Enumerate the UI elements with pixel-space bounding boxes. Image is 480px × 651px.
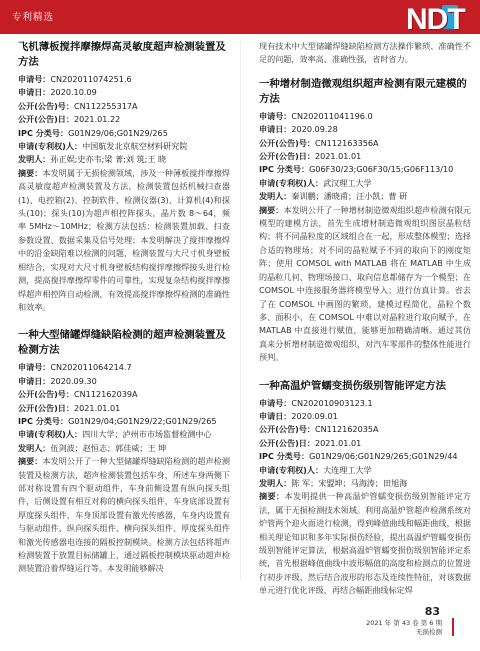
field-value: 2021.01.22 (73, 114, 121, 125)
logo-text: NDT (406, 3, 465, 36)
patent-title: 飞机薄板搅拌摩擦焊高灵敏度超声检测装置及方法 (18, 41, 226, 68)
patent-field (259, 123, 471, 136)
field-value: 2020.09.28 (291, 124, 338, 135)
field-value: 武汉理工大学 (323, 177, 372, 188)
footer-mark (452, 618, 464, 636)
footer-journal: 无损检测 (416, 628, 442, 636)
column-divider (240, 40, 241, 580)
patent-entry (259, 77, 471, 365)
patent-field (18, 388, 230, 401)
patent-field (259, 423, 471, 436)
patent-field (259, 450, 471, 463)
field-value: 四川大学；泸州市市场监督检测中心 (82, 429, 212, 440)
patent-field (18, 153, 230, 166)
field-label: 申请(专利权)人： (18, 429, 83, 440)
patent-entry (18, 328, 230, 576)
field-label: IPC 分类号： (18, 415, 69, 426)
field-value: 2020.09.30 (50, 375, 97, 386)
field-value: CN112162039A (73, 389, 138, 400)
patent-field (18, 127, 230, 140)
field-label: 申请号： (18, 74, 51, 84)
footer-issue: 2021 年 第 43 卷 第 6 期 (366, 619, 442, 627)
field-value: 2021.01.01 (314, 151, 362, 162)
abstract-text: 本发明公开了一种增材制造微观组织超声检测有限元模型的建模方法，首先生成增材制造微观组织图层晶粒结构；将不同晶粒度的区域组合在一起，形成整体模型；选择合适的物理场；对不同的晶粒赋予不同的取向下的刚度矩阵；使用 COMSOL with MATLAB 将在 MATLAB 中生成的晶粒几何、物理场接口、取向信息都储存为一个模型；在 COMSOL 中连接服务器将模型导入；进行仿真计算。省去了在 COMSOL 中画图的繁琐，建模过程简化，晶粒个数多、面积小，在 COMSOL 中难以对晶粒进行取向赋予，在 MATLAB 中直接进行赋值，能够更加精确清晰。通过其仿真来分析增材制造微观组织，对汽车零部件的整体性能进行预判。 (259, 204, 471, 363)
field-value: CN202011064214.7 (50, 362, 132, 373)
patent-field (259, 163, 471, 176)
field-label: 公开(公告)日： (18, 402, 74, 413)
field-label: 公开(公告)日： (18, 114, 74, 125)
patent-field (259, 437, 471, 450)
field-value: 2020.10.09 (50, 87, 97, 98)
patent-field (18, 361, 230, 374)
abstract-text: 本发明公开了一种大型储罐焊缝缺陷检测的超声检测装置及检测方法，超声检测装置包括车身，所述车身两侧下部对称设置有四个驱动组件，车身前侧设置有纵向探头组件，后侧设置有相互对称的横向探头组件，车身底部设置有厚度探头组件，车身顶部设置有激光传感器，车身内设置有与驱动组件、纵向探头组件、横向探头组件、厚度探头组件和激光传感器电连接的隔板控制模块。检测方法包括将超声检测装置于放置目标储罐上，通过隔板控制模块驱动超声检测装置沿着焊缝运行等。本发明能够解决 (18, 456, 230, 574)
patent-field (18, 415, 230, 428)
field-value: 2021.01.01 (73, 402, 121, 413)
patent-field (259, 397, 471, 410)
patent-field (18, 375, 230, 388)
patent-title: 一种增材制造微观组织超声检测有限元建模的方法 (259, 77, 467, 105)
patent-field (259, 110, 471, 123)
field-value: G01N29/04;G01N29/22;G01N29/265 (68, 415, 217, 426)
patent-field (259, 137, 471, 150)
field-label: 申请日： (259, 124, 292, 135)
field-value: 伍剑波；赵恒志；郭佳威；王 坤 (50, 442, 167, 453)
field-value: 中国航发北京航空材料研究院 (82, 141, 188, 152)
patent-field (18, 73, 230, 86)
patent-field (259, 410, 471, 423)
field-label: 申请(专利权)人： (259, 464, 324, 475)
field-value: CN112162035A (314, 424, 379, 435)
field-label: 申请日： (18, 87, 51, 98)
patent-entry (259, 379, 471, 598)
patent-field (259, 150, 471, 163)
patent-entry (18, 40, 230, 314)
patent-field (18, 428, 230, 441)
patent-abstract (18, 167, 230, 314)
patent-field (259, 477, 471, 490)
field-value: 陈 军；宋盟坤；马海涛；田旭海 (291, 477, 408, 488)
field-label: IPC 分类号： (18, 127, 69, 138)
abstract-label: 摘要： (18, 167, 43, 178)
field-label: 申请(专利权)人： (18, 141, 83, 152)
field-value: 孙正娱;史亦韦;梁 菁;刘 筑;王 晓 (50, 154, 167, 165)
patent-field (259, 464, 471, 477)
field-label: 公开(公告)号： (18, 100, 74, 111)
right-column (259, 40, 471, 612)
patent-field (18, 86, 230, 99)
field-value: G01N29/06;G01N29/265 (68, 127, 168, 138)
field-value: 大连理工大学 (323, 464, 372, 475)
patent-abstract (259, 204, 471, 365)
patent-field (18, 113, 230, 126)
field-label: 申请号： (18, 362, 51, 373)
abstract-text: 本发明提供一种高温炉管蠕变损伤级别智能评定方法，属于无损检测技术领域。利用高温炉管超声检测系统对炉管两个迎火面进行检测，得到峰值曲线和幅距曲线，根据相关理论知识和多年实际损伤经验，提出高温炉管蠕变损伤级别智能评定算法，根据高温炉管蠕变损伤级别智能评定系统，首先根据峰值曲线中波形幅值的高度和检测点的位置进行初步评级，然后结合波形的形态及连续性特征，对该数据单元进行优化评级，再结合幅距曲线标定焊 (259, 491, 471, 596)
field-value: 2021.01.01 (314, 437, 362, 448)
field-label: 申请(专利权)人： (259, 177, 324, 188)
patent-field (18, 140, 230, 153)
field-value: G06F30/23;G06F30/15;G06F113/10 (309, 164, 454, 175)
footer (366, 619, 442, 637)
field-label: 公开(公告)号： (259, 137, 315, 148)
field-value: CN202011074251.6 (50, 74, 132, 84)
patent-title: 一种高温炉管蠕变损伤级别智能评定方法 (259, 379, 447, 392)
patent-field (259, 190, 471, 203)
field-value: 2020.09.01 (291, 410, 338, 421)
patent-field (18, 402, 230, 415)
field-label: IPC 分类号： (259, 451, 310, 462)
field-value: CN112163356A (314, 137, 379, 148)
field-value: 秦训鹏；潘晓甫；汪小凯；曹 研 (291, 191, 408, 202)
abstract-label: 摘要： (18, 456, 43, 467)
patent-abstract (259, 490, 471, 597)
abstract-label: 摘要： (259, 204, 284, 215)
field-label: 发明人： (259, 477, 292, 488)
field-label: 发明人： (18, 442, 51, 453)
field-label: 公开(公告)号： (259, 424, 315, 435)
field-label: 申请号： (259, 110, 292, 121)
patent-field (259, 177, 471, 190)
field-label: IPC 分类号： (259, 164, 310, 175)
field-label: 公开(公告)号： (18, 389, 74, 400)
field-value: CN112255317A (73, 100, 138, 111)
field-label: 申请日： (18, 375, 51, 386)
patent-title: 一种大型储罐焊缝缺陷检测的超声检测装置及检测方法 (18, 329, 226, 357)
patent-field (18, 100, 230, 113)
continued-abstract: 现有技术中大型储罐焊缝缺陷检测方法操作繁琐、准确性不足的问题，效率高、准确性强，省时省力。 (259, 41, 471, 65)
patent-field (18, 442, 230, 455)
field-value: CN202010903123.1 (291, 397, 373, 408)
abstract-label: 摘要： (259, 491, 285, 502)
field-value: G01N29/06;G01N29/265;G01N29/44 (309, 451, 458, 462)
field-label: 申请号： (259, 397, 292, 408)
page-number: 83 (424, 605, 440, 618)
patent-abstract (18, 455, 230, 576)
field-label: 发明人： (18, 154, 51, 165)
field-label: 申请日： (259, 410, 292, 421)
field-value: CN202011041196.0 (291, 110, 373, 121)
field-label: 公开(公告)日： (259, 151, 315, 162)
field-label: 公开(公告)日： (259, 437, 315, 448)
abstract-text: 本发明属于无损检测领域，涉及一种薄板搅拌摩擦焊高灵敏度超声检测装置及方法，检测装置包括机械扫查器(1)、电控箱(2)、控制软件、检测仪器(3)、计算机(4)和探头(10)；探头(10)为超声相控阵探头，晶片数 8～64，频率 5MHz～10MHz；检测方法包括：检测装置加载、扫查参数设置、数据采集及信号处理；本发明解决了搅拌摩擦焊中的沿金缺陷难以检测的问题，检测装置与大尺寸机身壁板相结合，实现对大尺寸机身壁板结构搅拌摩擦焊接头进行检测，提高搅拌摩擦焊零件的可靠性，实现复杂结构搅拌摩擦焊超声相控阵自动检测，有效提高搅拌摩擦焊检测的准确性和效率。 (18, 167, 230, 312)
section-label: 专利精选 (12, 12, 55, 23)
left-column (18, 40, 230, 590)
field-label: 发明人： (259, 191, 292, 202)
